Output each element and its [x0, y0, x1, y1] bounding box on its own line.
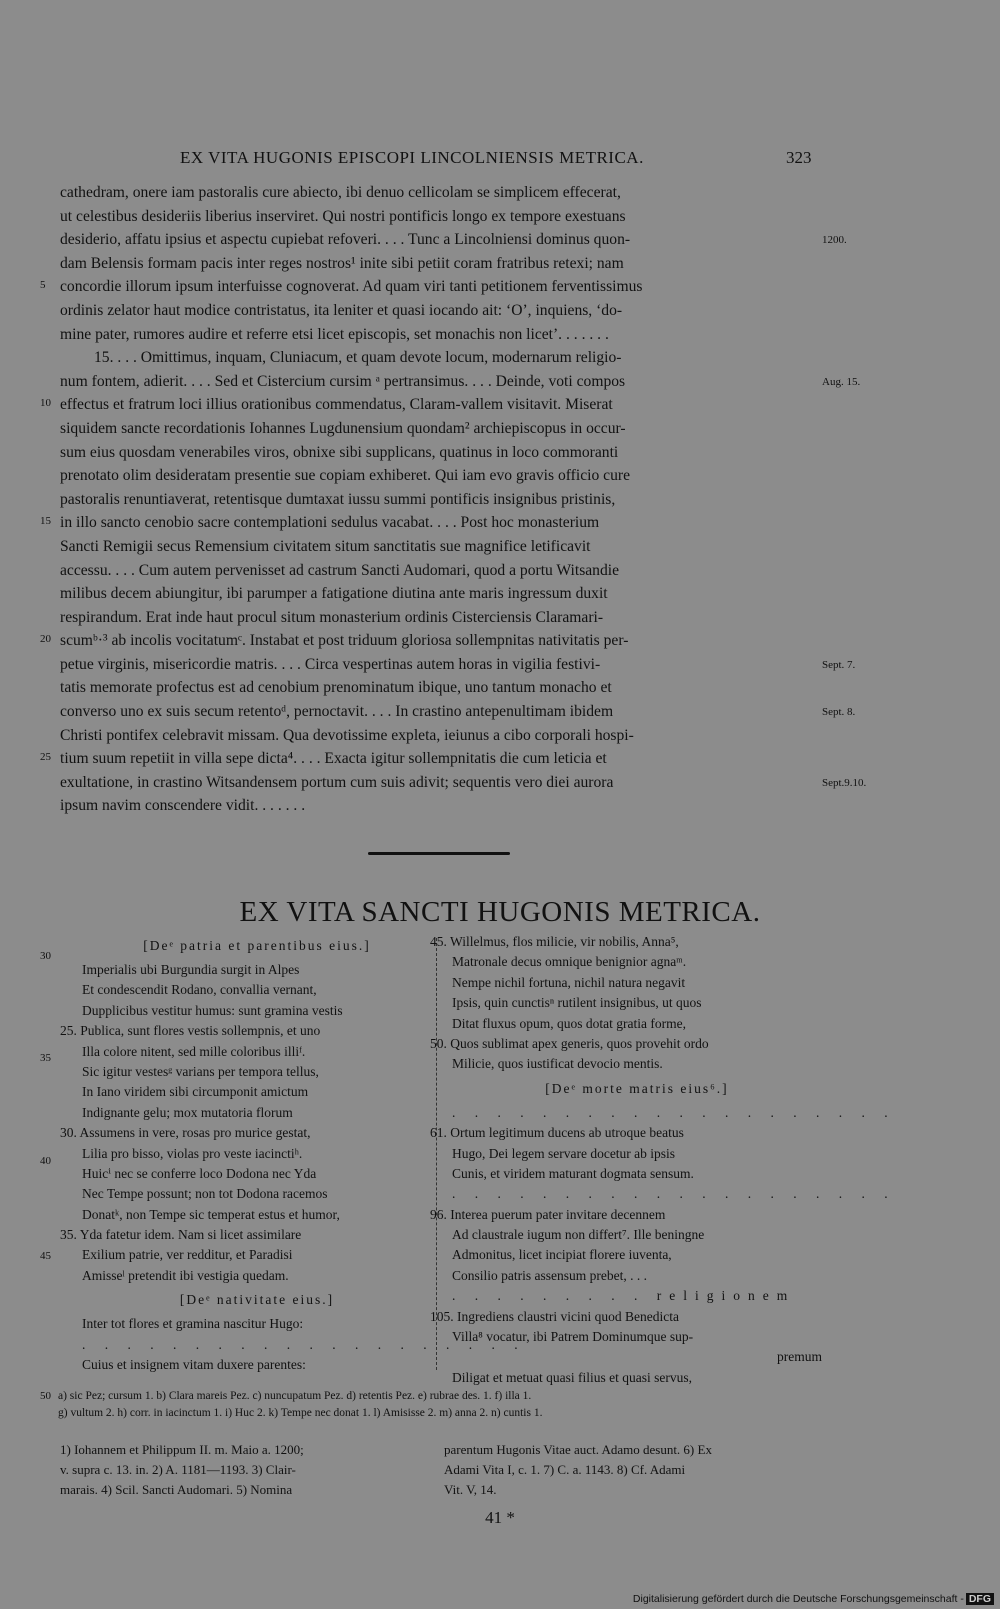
text-line: ut celestibus desideriis liberius inserviret. Qui nostri pontificis longo ex tempore exestuans: [60, 207, 626, 225]
text-line: exultatione, in crastino Witsandensem portum cum suis adivit; sequentis vero diei aurora: [60, 773, 614, 791]
verse-line: Inter tot flores et gramina nascitur Hugo:: [82, 1316, 304, 1332]
running-header: [60, 148, 880, 174]
verse-line: 35. Yda fatetur idem. Nam si licet assimilare: [60, 1227, 302, 1243]
text-line: ordinis zelator haut modice contristatus, ita leniter et quasi iocando ait: ‘O’, inquiens, ‘do-: [60, 301, 623, 319]
text-line: effectus et fratrum loci illius orationibus commendatus, Claram-vallem visitavit. Miserat: [60, 396, 613, 414]
verse-line: Diligat et metuat quasi filius et quasi servus,: [452, 1369, 692, 1385]
margin-date: Aug. 15.: [822, 375, 861, 388]
line-number: 15: [40, 515, 51, 528]
text-line: petue virginis, misericordie matris. . . . Circa vespertinas autem horas in vigilia festivi-: [60, 655, 601, 673]
verse-line: 45. Willelmus, flos milicie, vir nobilis, Anna⁵,: [430, 934, 679, 949]
footnote-line: parentum Hugonis Vitae auct. Adamo desunt. 6) Ex: [444, 1442, 712, 1457]
verse-line: [Deᵉ patria et parentibus eius.]: [143, 938, 371, 953]
verse-line: Ditat fluxus opum, quos dotat gratia forme,: [452, 1015, 686, 1031]
section-divider: [368, 852, 510, 855]
text-line: tium suum repetiit in villa sepe dicta⁴. . . . Exacta igitur sollempnitatis die cum leticia et: [60, 750, 607, 768]
apparatus-line: g) vultum 2. h) corr. in iacinctum 1. i) Huc 2. k) Tempe nec donat 1. l) Amisisse 2. m) anna 2. n) cuntis 1.: [58, 1407, 543, 1419]
text-line: in illo sancto cenobio sacre contemplationi sedulus vacabat. . . . Post hoc monasterium: [60, 514, 600, 532]
text-line: concordie illorum ipsum interfuisse cognoverat. Ad quam viri tanti petitionem ferventissimus: [60, 278, 643, 296]
line-number: 35: [40, 1052, 51, 1064]
verse-line: 61. Ortum legitimum ducens ab utroque beatus: [430, 1125, 684, 1141]
text-line: ipsum navim conscendere vidit. . . . . . .: [60, 797, 306, 815]
verse-line: Milicie, quos iustificat devocio mentis.: [452, 1056, 663, 1072]
text-line: prenotato olim desideratam presentie sue copiam exhiberet. Qui iam evo gravis officio cure: [60, 467, 630, 485]
text-line: scumᵇ·³ ab incolis vocitatumᶜ. Instabat et post triduum gloriosa sollempnitas nativitatis per-: [60, 632, 629, 650]
verse-line: 96. Interea puerum pater invitare decennem: [430, 1206, 666, 1222]
text-line: 15. . . . Omittimus, inquam, Cluniacum, et quam devote locum, modernarum religio-: [94, 349, 622, 367]
footnotes-right: [444, 1440, 824, 1500]
margin-date: Sept. 7.: [822, 659, 856, 671]
verse-line: Exilium patrie, ver redditur, et Paradisi: [82, 1247, 293, 1263]
column-divider: [436, 938, 438, 1370]
text-line: Sancti Remigii secus Remensium civitatem situm sanctitatis sue magnifice letificavit: [60, 537, 591, 555]
text-line: mine pater, rumores audire et referre etsi licet episcopis, set monachis non licet’. . . . . . .: [60, 325, 609, 343]
footnotes-left: [60, 1440, 440, 1500]
verse-line: Amisseˡ pretendit ibi vestigia quedam.: [82, 1267, 289, 1283]
verse-line: Illa colore nitent, sed mille coloribus illiᶠ.: [82, 1043, 306, 1059]
line-number: 45: [40, 1250, 51, 1262]
margin-date: Sept.9.10.: [822, 777, 867, 789]
verse-line: Consilio patris assensum prebet, . . .: [452, 1267, 647, 1283]
line-number: 30: [40, 950, 51, 962]
line-number: 20: [40, 633, 51, 646]
verse-line: Matronale decus omnique benignior agnaᵐ.: [452, 954, 687, 970]
verse-line: Nec Tempe possunt; non tot Dodona racemos: [82, 1186, 328, 1202]
verse-line: Villa⁸ vocatur, ibi Patrem Dominumque sup-: [452, 1329, 694, 1345]
line-number: 5: [40, 279, 46, 292]
verse-line: premum: [777, 1349, 822, 1365]
verse-line: [Deᵉ nativitate eius.]: [179, 1292, 335, 1308]
verse-line: Donatᵏ, non Tempe sic temperat estus et humor,: [82, 1206, 340, 1222]
text-line: sum eius quosdam venerabiles viros, obnixe sibi supplicans, quatinus in loco commoranti: [60, 443, 619, 461]
main-text-block: [60, 181, 820, 818]
line-number: 25: [40, 751, 51, 764]
footnote-line: 1) Iohannem et Philippum II. m. Maio a. 1200;: [60, 1442, 304, 1457]
verse-line: . . . . . . . . . . . . . . . . . . . .: [452, 1186, 896, 1202]
verse-line: Cunis, et viridem maturant dogmata sensum.: [452, 1165, 694, 1181]
text-line: Christi pontifex celebravit missam. Qua devotissime expleta, ieiunus a cibo corporali hospi-: [60, 726, 634, 744]
running-title: EX VITA HUGONIS EPISCOPI LINCOLNIENSIS METRICA.: [180, 148, 644, 167]
verse-line: Ad claustrale iugum non differt⁷. Ille beningne: [452, 1227, 705, 1243]
credit-text: Digitalisierung gefördert durch die Deutsche Forschungsgemeinschaft -: [632, 1593, 964, 1605]
verse-line: Hugo, Dei legem servare docetur ab ipsis: [452, 1145, 676, 1161]
verse-line: Sic igitur vestesᵍ varians per tempora tellus,: [82, 1063, 319, 1079]
verse-line: Dupplicibus vestitur humus: sunt gramina vestis: [82, 1002, 343, 1018]
margin-date: 1200.: [822, 234, 847, 247]
verse-line: . . . . . . . . . . . . . . . . . . . .: [82, 1336, 526, 1352]
verse-line: 25. Publica, sunt flores vestis sollempnis, et uno: [60, 1023, 321, 1039]
verse-line: Imperialis ubi Burgundia surgit in Alpes: [82, 962, 300, 977]
verse-line: Nempe nichil fortuna, nichil natura negavit: [452, 974, 686, 990]
verse-line: Huicⁱ nec se conferre loco Dodona nec Yda: [82, 1165, 317, 1181]
signature-mark: 41 *: [485, 1508, 515, 1527]
verse-line: Ipsis, quin cunctisⁿ rutilent insignibus, ut quos: [452, 995, 702, 1011]
footnote-line: Adami Vita I, c. 1. 7) C. a. 1143. 8) Cf. Adami: [444, 1462, 686, 1477]
verse-line: 105. Ingrediens claustri vicini quod Benedicta: [430, 1308, 679, 1324]
text-line: siquidem sancte recordationis Iohannes Lugdunensium quondam² archiepiscopus in occur-: [60, 419, 626, 437]
verse-line: 30. Assumens in vere, rosas pro murice gestat,: [60, 1125, 311, 1141]
apparatus-line-number: 50: [40, 1390, 51, 1402]
right-verse-column: [430, 932, 896, 1388]
critical-apparatus: [40, 1388, 820, 1422]
text-line: dam Belensis formam pacis inter reges nostros¹ inite sibi petiit coram fratribus retexi; nam: [60, 254, 624, 272]
verse-line: Admonitus, licet incipiat florere iuventa,: [452, 1247, 672, 1263]
line-number: 40: [40, 1155, 51, 1167]
text-line: converso uno ex suis secum retentoᵈ, pernoctavit. . . . In crastino antepenultimam ibidem: [60, 703, 614, 721]
digitization-credit: [633, 1593, 994, 1605]
verse-line: . . . . . . . . . . . . . . . . . . . .: [452, 1104, 896, 1120]
text-line: num fontem, adierit. . . . Sed et Cistercium cursim ᵃ pertransimus. . . . Deinde, voti compos: [60, 372, 626, 390]
footnote-line: marais. 4) Scil. Sancti Audomari. 5) Nomina: [60, 1482, 293, 1497]
footnote-line: Vit. V, 14.: [444, 1482, 497, 1497]
verse-line: . . . . . . . . . religionem: [452, 1288, 796, 1304]
verse-line: Lilia pro bisso, violas pro veste iacinctiʰ.: [82, 1145, 303, 1161]
page-number: 323: [786, 148, 812, 167]
text-line: pastoralis renuntiaverat, retentisque dumtaxat iussu summi pontificis insignibus pristinis,: [60, 490, 616, 508]
footnote-line: v. supra c. 13. in. 2) A. 1181—1193. 3) Clair-: [60, 1462, 296, 1477]
text-line: accessu. . . . Cum autem pervenisset ad castrum Sancti Audomari, quod a portu Witsandie: [60, 561, 620, 579]
text-line: desiderio, affatu ipsius et aspectu cupiebat refoveri. . . . Tunc a Lincolniensi dominus quon-: [60, 231, 631, 249]
text-line: tatis memorate profectus est ad cenobium prenominatum ibique, uno tantum monacho et: [60, 679, 612, 697]
verse-line: Et condescendit Rodano, convallia vernant,: [82, 982, 317, 998]
text-line: milibus decem abiungitur, ibi parumper a fatigatione diutina ante maris ingressum duxit: [60, 585, 608, 603]
margin-date: Sept. 8.: [822, 706, 856, 719]
text-line: respirandum. Erat inde haut procul situm monasterium ordinis Cisterciensis Claramari-: [60, 608, 604, 626]
verse-line: Indignante gelu; mox mutatoria florum: [82, 1104, 293, 1120]
section-title: EX VITA SANCTI HUGONIS METRICA.: [239, 896, 761, 928]
text-line: cathedram, onere iam pastoralis cure abiecto, ibi denuo cellicolam se simplicem effecerat,: [60, 184, 621, 201]
dfg-logo: DFG: [966, 1593, 994, 1605]
verse-line: Cuius et insignem vitam duxere parentes:: [82, 1357, 306, 1373]
verse-line: 50. Quos sublimat apex generis, quos provehit ordo: [430, 1035, 709, 1051]
left-verse-column: [60, 932, 526, 1375]
apparatus-line: a) sic Pez; cursum 1. b) Clara mareis Pez. c) nuncupatum Pez. d) retentis Pez. e) rubrae des. 1. f) illa 1.: [58, 1390, 532, 1402]
verse-line: [Deᵉ morte matris eius⁶.]: [545, 1080, 729, 1096]
line-number: 10: [40, 397, 51, 410]
verse-line: In Iano viridem sibi circumponit amictum: [82, 1084, 309, 1100]
